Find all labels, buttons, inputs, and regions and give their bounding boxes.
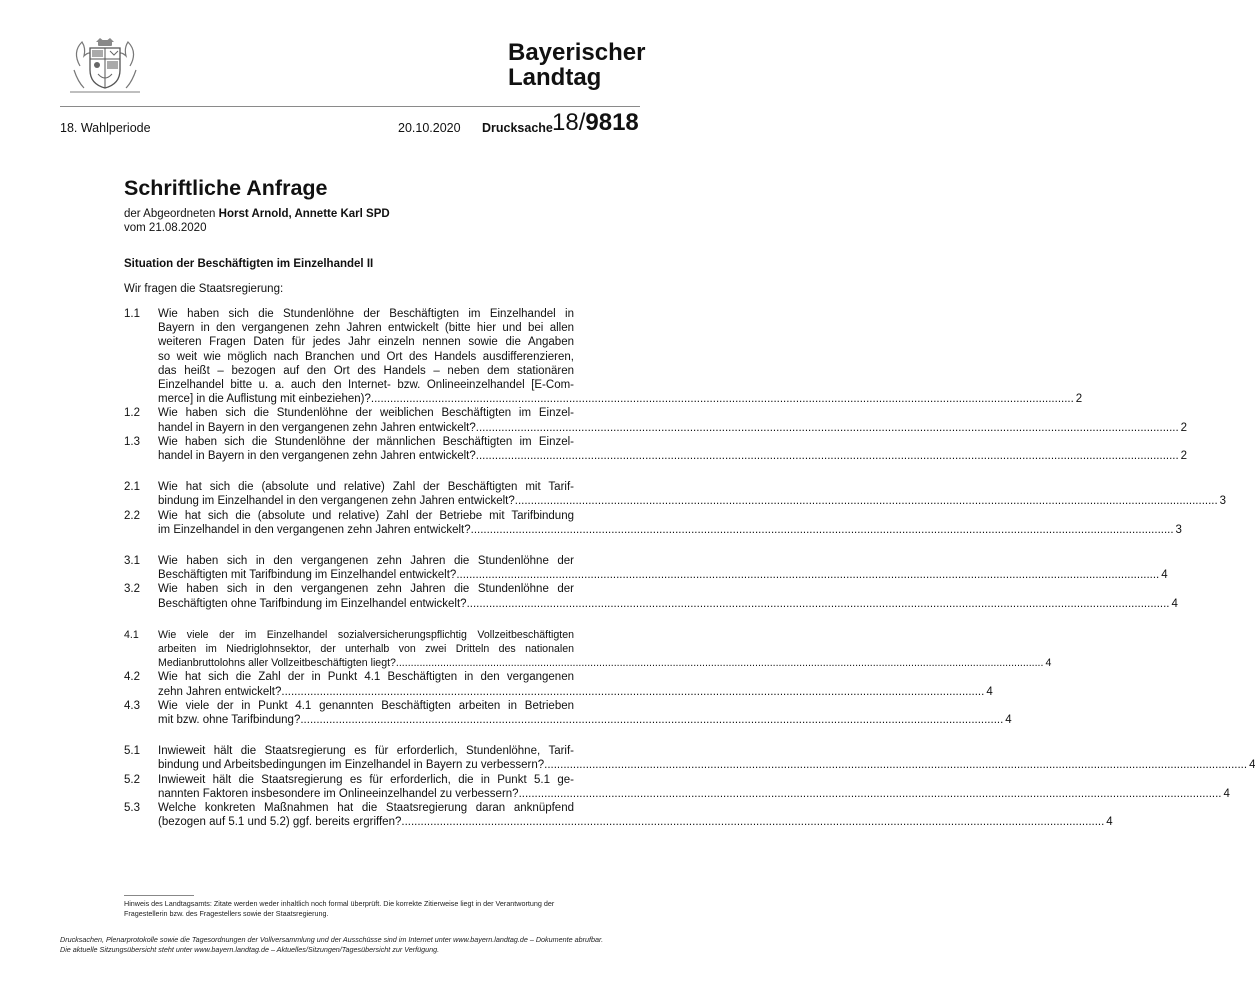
leader-dots: ............................................................................................................................................................................................................................ bbox=[401, 816, 1105, 829]
question-text-line: (bezogen auf 5.1 und 5.2) ggf. bereits ergriffen? bbox=[158, 816, 402, 829]
leader-dots: ............................................................................................................................................................................................................................ bbox=[281, 685, 985, 698]
drucksache-label: Drucksache bbox=[482, 121, 553, 135]
question-text-line: so weit wie möglich nach Branchen und Ort des Handels ausdifferenzieren, bbox=[158, 350, 574, 363]
question-text-line: Wie viele der in Punkt 4.1 genannten Beschäftigten arbeiten in Betrieben bbox=[158, 699, 574, 712]
question-list bbox=[124, 307, 1255, 830]
question-text-line: bindung und Arbeitsbedingungen im Einzelhandel in Bayern zu verbessern? bbox=[158, 759, 545, 772]
question-item bbox=[124, 480, 1227, 508]
answer-page-number: 4 bbox=[1005, 714, 1012, 727]
question-item bbox=[124, 554, 1168, 582]
leader-dots: ............................................................................................................................................................................................................................ bbox=[395, 657, 1044, 670]
question-text-line: Medianbruttolohns aller Vollzeitbeschäftigten liegt? bbox=[158, 657, 396, 670]
answer-page-number: 4 bbox=[1171, 597, 1178, 610]
question-group-gap bbox=[124, 727, 574, 744]
question-text-line: merce] in die Auflistung mit einbeziehen)? bbox=[158, 393, 371, 406]
question-item bbox=[124, 406, 1188, 434]
question-text-line: zehn Jahren entwickelt? bbox=[158, 685, 282, 698]
question-text-line: Wie haben sich die Stundenlöhne der männlichen Beschäftigten im Einzel- bbox=[158, 435, 574, 448]
question-last-line bbox=[158, 758, 1255, 772]
leader-dots: ............................................................................................................................................................................................................................ bbox=[370, 393, 1074, 406]
answer-page-number: 2 bbox=[1180, 450, 1188, 463]
leader-dots: ............................................................................................................................................................................................................................ bbox=[514, 495, 1218, 508]
question-text-line: Inwieweit hält die Staatsregierung es für erforderlich, Stundenlöhne, Tarif- bbox=[158, 745, 574, 758]
question-item bbox=[124, 628, 1052, 671]
answer-page-number: 3 bbox=[1175, 523, 1182, 536]
wahlperiode: 18. Wahlperiode bbox=[60, 121, 151, 135]
leader-dots: ............................................................................................................................................................................................................................ bbox=[300, 714, 1004, 727]
question-last-line bbox=[158, 815, 1113, 829]
footer-line-1: Drucksachen, Plenarprotokolle sowie die Tagesordnungen der Vollversammlung und der Ausschüsse sind im Internet unter www.bayern.landtag.de – Dokumente abrufbar. bbox=[60, 935, 604, 944]
question-number: 1.1 bbox=[124, 308, 140, 320]
leader-dots: ............................................................................................................................................................................................................................ bbox=[475, 450, 1179, 463]
question-number: 4.2 bbox=[124, 671, 140, 684]
answer-page-number: 4 bbox=[1045, 657, 1052, 670]
drucksache-prefix: 18/ bbox=[552, 109, 586, 136]
leader-dots: ............................................................................................................................................................................................................................ bbox=[544, 759, 1248, 772]
leader-dots: ............................................................................................................................................................................................................................ bbox=[518, 787, 1222, 800]
footer-line-2: Die aktuelle Sitzungsübersicht steht unter www.bayern.landtag.de – Aktuelles/Sitzungen/Tagesübersicht zur Verfügung. bbox=[60, 944, 440, 954]
question-text-line: Wie haben sich in den vergangenen zehn Jahren die Stundenlöhne der bbox=[158, 555, 574, 568]
subject-heading: Situation der Beschäftigten im Einzelhandel II bbox=[124, 258, 374, 270]
authors-prefix: der Abgeordneten bbox=[124, 208, 219, 220]
question-number: 5.3 bbox=[124, 802, 140, 815]
question-text-line: weiteren Fragen Daten für jedes Jahr einzeln nennen sowie die Angaben bbox=[158, 336, 574, 349]
drucksache-number bbox=[552, 109, 639, 137]
question-text-line: Wie hat sich die Zahl der in Punkt 4.1 Beschäftigten in den vergangenen bbox=[158, 671, 574, 684]
intro-text: Wir fragen die Staatsregierung: bbox=[124, 283, 284, 295]
question-text-line: Wie haben sich in den vergangenen zehn Jahren die Stundenlöhne der bbox=[158, 583, 574, 596]
answer-page-number: 4 bbox=[986, 685, 993, 698]
question-last-line bbox=[158, 392, 1083, 406]
document-date: 20.10.2020 bbox=[398, 121, 461, 135]
authors-names: Horst Arnold, Annette Karl SPD bbox=[218, 208, 390, 220]
coat-of-arms-logo bbox=[60, 36, 150, 96]
answer-page-number: 3 bbox=[1219, 495, 1227, 508]
brand-wordmark bbox=[508, 40, 645, 90]
question-text-line: im Einzelhandel in den vergangenen zehn Jahren entwickelt? bbox=[158, 523, 471, 536]
question-item bbox=[124, 582, 1178, 610]
question-item bbox=[124, 744, 1255, 772]
question-text-line: mit bzw. ohne Tarifbindung? bbox=[158, 714, 301, 727]
question-text-line: Wie haben sich die Stundenlöhne der Beschäftigten im Einzelhandel in bbox=[158, 308, 574, 320]
question-text-line: das heißt – bezogen auf den Ort des Handels – neben dem stationären bbox=[158, 364, 574, 377]
answer-page-number: 2 bbox=[1180, 421, 1188, 434]
question-text-line: nannten Faktoren insbesondere im Onlineeinzelhandel zu verbessern? bbox=[158, 787, 519, 800]
question-last-line bbox=[158, 597, 1178, 611]
question-item bbox=[124, 773, 1230, 801]
question-item bbox=[124, 307, 1083, 406]
question-number: 4.1 bbox=[124, 628, 139, 641]
submission-date: vom 21.08.2020 bbox=[124, 222, 207, 234]
question-number: 2.1 bbox=[124, 481, 140, 494]
question-last-line bbox=[158, 787, 1230, 801]
question-number: 3.2 bbox=[124, 583, 140, 596]
question-group-gap bbox=[124, 463, 574, 480]
question-text-line: handel in Bayern in den vergangenen zehn Jahren entwickelt? bbox=[158, 421, 476, 434]
page-footer bbox=[60, 935, 620, 954]
header-divider bbox=[60, 106, 640, 107]
brand-line-2: Landtag bbox=[508, 64, 602, 91]
question-text-line: Inwieweit hält die Staatsregierung es für erforderlich, die in Punkt 5.1 ge- bbox=[158, 773, 574, 786]
question-item bbox=[124, 699, 1012, 727]
question-number: 2.2 bbox=[124, 509, 140, 522]
answer-page-number: 4 bbox=[1106, 816, 1113, 829]
question-last-line bbox=[158, 713, 1012, 727]
question-item bbox=[124, 801, 1113, 829]
answer-page-number: 2 bbox=[1075, 393, 1083, 406]
brand-line-1: Bayerischer bbox=[508, 39, 646, 66]
drucksache-id: 9818 bbox=[585, 109, 639, 136]
answer-page-number: 4 bbox=[1223, 787, 1230, 800]
question-text-line: Wie hat sich die (absolute und relative) Zahl der Betriebe mit Tarifbindung bbox=[158, 509, 574, 522]
leader-dots: ............................................................................................................................................................................................................................ bbox=[475, 421, 1179, 434]
question-last-line bbox=[158, 421, 1188, 435]
question-last-line bbox=[158, 494, 1227, 508]
question-text-line: Bayern in den vergangenen zehn Jahren entwickelt (bitte hier und bei allen bbox=[158, 322, 574, 335]
question-text-line: Wie haben sich die Stundenlöhne der weiblichen Beschäftigten im Einzel- bbox=[158, 407, 574, 420]
question-number: 1.2 bbox=[124, 407, 140, 420]
question-last-line bbox=[158, 685, 993, 699]
question-number: 1.3 bbox=[124, 435, 140, 448]
question-text-line: Welche konkreten Maßnahmen hat die Staatsregierung daran anknüpfend bbox=[158, 802, 574, 815]
question-item bbox=[124, 509, 1182, 537]
question-number: 5.2 bbox=[124, 773, 140, 786]
question-text-line: handel in Bayern in den vergangenen zehn Jahren entwickelt? bbox=[158, 450, 476, 463]
leader-dots: ............................................................................................................................................................................................................................ bbox=[456, 569, 1160, 582]
question-last-line bbox=[158, 523, 1182, 537]
question-last-line bbox=[158, 568, 1168, 582]
question-text-line: Wie viele der im Einzelhandel sozialversicherungspflichtig Vollzeitbeschäftigten bbox=[158, 628, 574, 641]
question-item bbox=[124, 435, 1188, 463]
document-title: Schriftliche Anfrage bbox=[124, 176, 328, 200]
footnote: Hinweis des Landtagsamts: Zitate werden weder inhaltlich noch formal überprüft. Die korrekte Zitierweise liegt in der Verantwortung der Fragestellerin bzw. des Fragestellers sowie der Staatsregierung. bbox=[124, 899, 555, 918]
authors-line bbox=[124, 207, 390, 221]
question-number: 3.1 bbox=[124, 555, 140, 568]
leader-dots: ............................................................................................................................................................................................................................ bbox=[470, 523, 1174, 536]
question-item bbox=[124, 670, 993, 698]
answer-page-number: 4 bbox=[1249, 759, 1255, 772]
answer-page-number: 4 bbox=[1161, 569, 1168, 582]
question-number: 5.1 bbox=[124, 745, 140, 758]
question-last-line bbox=[158, 449, 1188, 463]
question-number: 4.3 bbox=[124, 699, 140, 712]
question-text-line: Wie hat sich die (absolute und relative) Zahl der Beschäftigten mit Tarif- bbox=[158, 481, 574, 494]
footnote-divider bbox=[124, 895, 194, 896]
question-group-gap bbox=[124, 537, 574, 554]
question-text-line: Beschäftigten mit Tarifbindung im Einzelhandel entwickelt? bbox=[158, 569, 457, 582]
question-text-line: bindung im Einzelhandel in den vergangenen zehn Jahren entwickelt? bbox=[158, 495, 515, 508]
question-text-line: Einzelhandel bitte u. a. auch den Internet- bzw. Onlineeinzelhandel [E-Com- bbox=[158, 379, 574, 392]
question-text-line: arbeiten im Niedriglohnsektor, der unterhalb von zwei Dritteln des nationalen bbox=[158, 643, 574, 656]
question-text-line: Beschäftigten ohne Tarifbindung im Einzelhandel entwickelt? bbox=[158, 597, 467, 610]
leader-dots: ............................................................................................................................................................................................................................ bbox=[466, 597, 1170, 610]
question-group-gap bbox=[124, 611, 574, 628]
question-last-line bbox=[158, 656, 1052, 670]
